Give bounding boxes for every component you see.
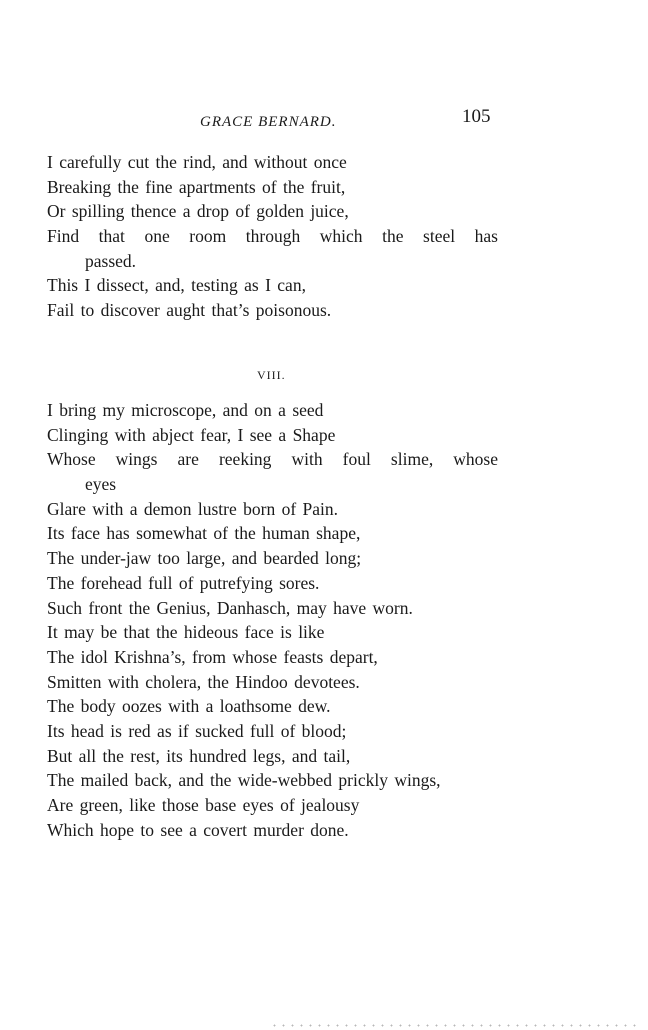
section-number: VIII.: [257, 368, 286, 382]
verse-line: Find that one room through which the steel has: [47, 226, 498, 247]
verse-line: But all the rest, its hundred legs, and tail,: [47, 745, 351, 766]
verse-line: Smitten with cholera, the Hindoo devotees.: [47, 671, 360, 692]
verse-line: I carefully cut the rind, and without once: [47, 152, 347, 172]
verse-line: Its face has somewhat of the human shape,: [47, 523, 361, 544]
page-number: 105: [462, 106, 491, 127]
stanza-1: [47, 150, 517, 323]
verse-line: The idol Krishna’s, from whose feasts depart,: [47, 646, 378, 667]
verse-line: Such front the Genius, Danhasch, may have worn.: [47, 597, 413, 618]
running-title: GRACE BERNARD.: [200, 114, 337, 130]
verse-line: The under-jaw too large, and bearded long;: [47, 548, 362, 569]
verse-line: Its head is red as if sucked full of blood;: [47, 720, 347, 741]
verse-line: The mailed back, and the wide-webbed prickly wings,: [47, 770, 441, 791]
verse-line: Glare with a demon lustre born of Pain.: [47, 498, 339, 519]
verse-line: Whose wings are reeking with foul slime, whose: [47, 449, 498, 470]
verse-line: Breaking the fine apartments of the fruit,: [47, 176, 346, 197]
verse-line: This I dissect, and, testing as I can,: [47, 275, 306, 296]
stanza-2: [47, 398, 517, 842]
verse-line: The forehead full of putrefying sores.: [47, 572, 320, 593]
scan-artifact: [270, 1024, 640, 1027]
verse-line: Which hope to see a covert murder done.: [47, 819, 349, 840]
verse-line: The body oozes with a loathsome dew.: [47, 696, 331, 717]
verse-line: Are green, like those base eyes of jealousy: [47, 795, 360, 815]
verse-line: Fail to discover aught that’s poisonous.: [47, 300, 332, 321]
verse-line: Or spilling thence a drop of golden juice,: [47, 201, 349, 222]
verse-line-turnover: passed.: [85, 250, 137, 271]
verse-line-turnover: eyes: [85, 474, 117, 495]
verse-line: It may be that the hideous face is like: [47, 622, 325, 643]
verse-line: Clinging with abject fear, I see a Shape: [47, 424, 336, 445]
verse-line: I bring my microscope, and on a seed: [47, 400, 324, 420]
